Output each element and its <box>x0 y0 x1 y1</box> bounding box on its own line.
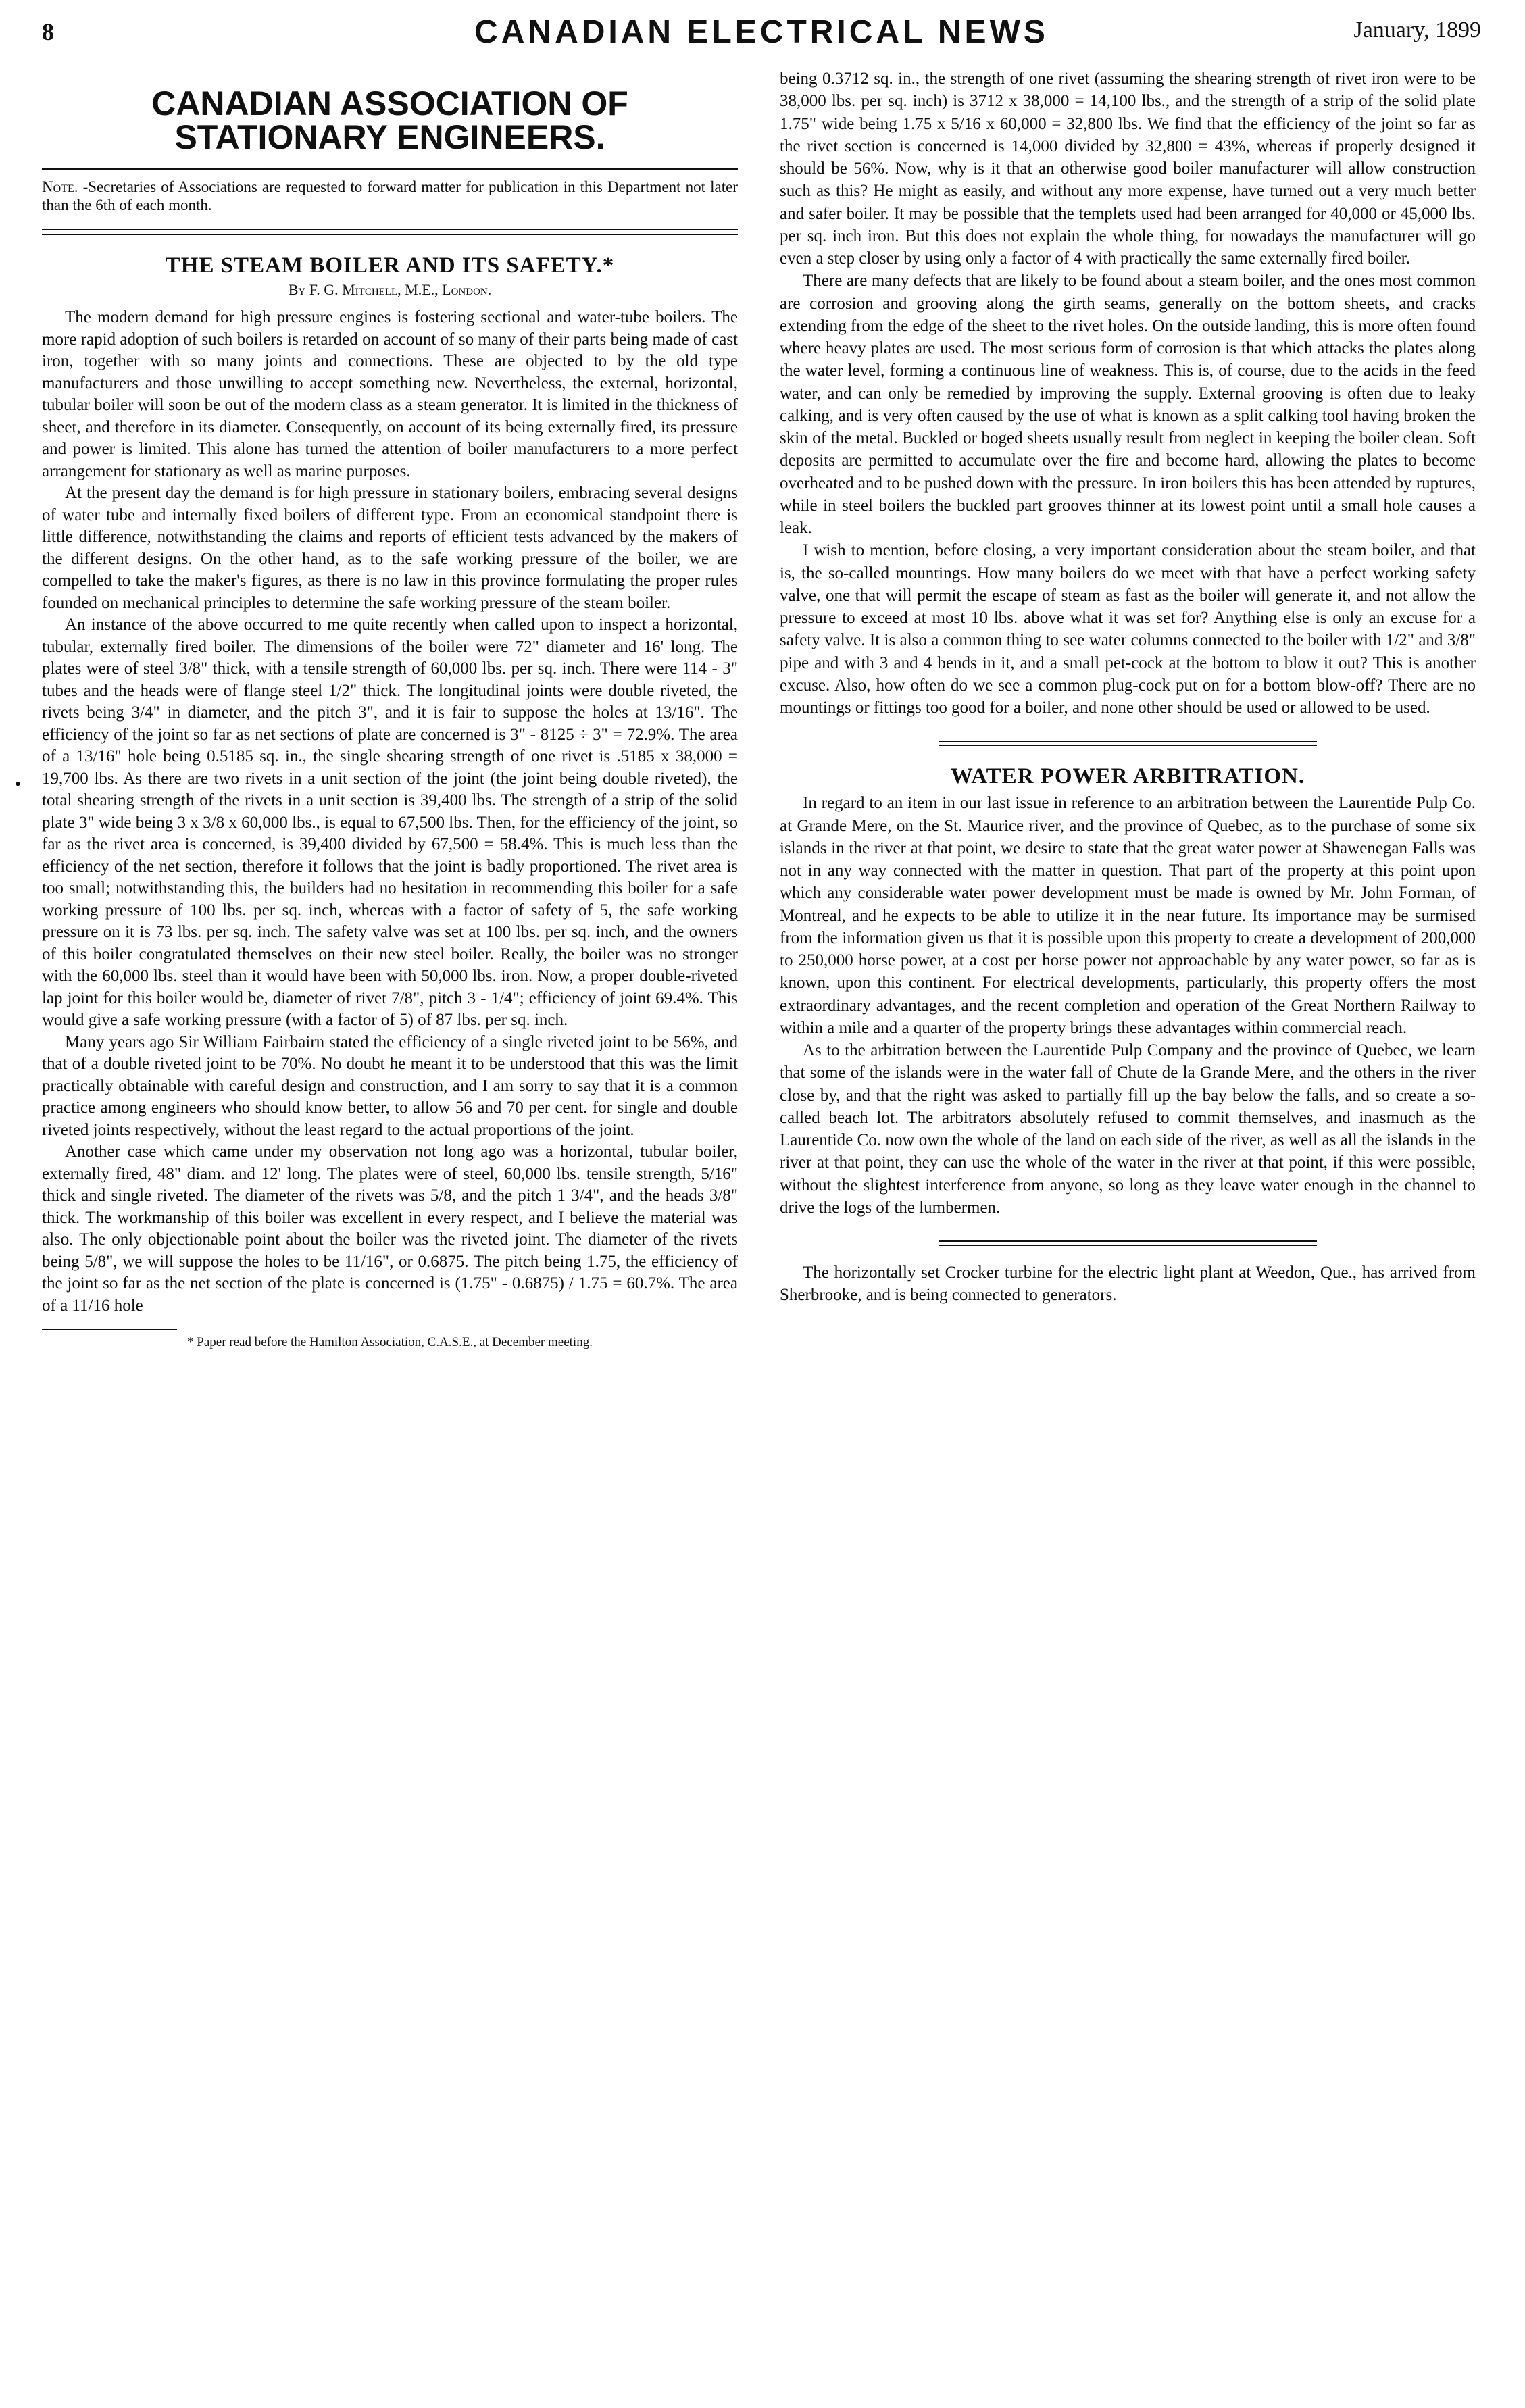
article-paragraph: Another case which came under my observation not long ago was a horizontal, tubular boiler, externally fired, 48" diam. and 12' long. The plates were of steel, 60,000 lbs. tensile strength, 5/16" thick and single riveted. The diameter of the rivets was 5/8, and the pitch 1 3/4", and the heads 3/8" thick. The workmanship of this boiler was excellent in every respect, and I believe the material was also. The only objectionable point about the boiler was the riveted joint. The diameter of the rivets being 5/8", we will suppose the holes to be 11/16", or 0.6875. The pitch being 1.75, the efficiency of the joint so far as the net section of the plate is concerned is (1.75" - 0.6875) / 1.75 = 60.7%. The area of a 11/16 hole <box>42 1143 738 1315</box>
article-title: THE STEAM BOILER AND ITS SAFETY.* <box>165 253 615 278</box>
article-paragraph: being 0.3712 sq. in., the strength of one rivet (assuming the shearing strength of rivet iron were to be 38,000 lbs. per sq. inch) is 3712 x 38,000 = 14,100 lbs., and the strength of a strip of the solid plate 1.75" wide being 1.75 x 5/16 x 60,000 = 32,800 lbs. We find that the efficiency of the joint so far as the rivet section is concerned is 14,000 divided by 32,800 = 43%, whereas if properly designed it should be 56%. Now, why is it that an otherwise good boiler manufacturer will allow construction such as this? He might as easily, and without any more expense, have turned out a very much better and safer boiler. It may be possible that the templets used had been arranged for 40,000 or 45,000 lbs. per sq. inch iron. But this does not explain the whole thing, for nowadays the manufacturer will go even a step closer by using only a factor of 4 with practically the same externally fired boiler. <box>780 70 1476 268</box>
article-paragraph: An instance of the above occurred to me quite recently when called upon to inspect a horizontal, tubular, externally fired boiler. The dimensions of the boiler were 72" diameter and 16' long. The plates were of steel 3/8" thick, with a tensile strength of 60,000 lbs. per sq. inch. There were 114 - 3" tubes and the heads were of flange steel 1/2" thick. The longitudinal joints were double riveted, the rivets being 3/4" in diameter, and the pitch 3", and it is fair to suppose the holes at 13/16". The efficiency of the joint so far as net sections of plate are concerned is 3" - 8125 ÷ 3" = 72.9%. The area of a 13/16" hole being 0.5185 sq. in., the single shearing strength of one rivet is .5185 x 38,000 = 19,700 lbs. As there are two rivets in a unit section of the joint (the joint being double riveted), the total shearing strength of the rivets in a unit section is 39,400 lbs. The strength of a strip of the solid plate 3" wide being 3 x 3/8 x 60,000 lbs., is equal to 67,500 lbs. Then, for the efficiency of the joint, so far as the rivet area is concerned, is 39,400 divided by 67,500 = 58.4%. This is much less than the efficiency of the net section, therefore it follows that the joint is badly proportioned. The rivet area is too small; notwithstanding this, the builders had no hesitation in recommending this boiler for a safe working pressure of 100 lbs. per sq. inch, whereas with a factor of safety of 5, the safe working pressure on it is 73 lbs. per sq. inch. The safety valve was set at 100 lbs. per sq. inch, and the owners of this boiler congratulated themselves on their new steel boiler. Really, the boiler was no stronger with the 60,000 lbs. steel than it would have been with 50,000 lbs. iron. Now, a proper double-riveted lap joint for this boiler would be, diameter of rivet 7/8", pitch 3 - 1/4"; efficiency of joint 69.4%. This would give a safe working pressure (with a factor of 5) of 87 lbs. per sq. inch. <box>42 616 738 1030</box>
article-paragraph: As to the arbitration between the Laurentide Pulp Company and the province of Quebec, we learn that some of the islands were in the water fall of Chute de la Grande Mere, and the others in the river close by, and that the right was asked to partially fill up the bay below the falls, and so create a so-called beach lot. The arbitrators absolutely refused to commit themselves, and inasmuch as the Laurentide Co. now own the whole of the land on each side of the river, as well as all the islands in the river at that point, they can use the whole of the water in the river at that point, if this were possible, without the slightest interference from anyone, so long as they leave water enough in the channel to drive the logs of the lumbermen. <box>780 1041 1476 1217</box>
article-paragraph: At the present day the demand is for high pressure in stationary boilers, embracing several designs of water tube and internally fixed boilers of different type. From an economical standpoint there is little difference, notwithstanding the claims and reports of efficient tests advanced by the makers of the different designs. On the other hand, as to the safe working pressure of the boiler, we are compelled to take the maker's figures, as there is no law in this province formulating the proper rules founded on mechanical principles to determine the safe working pressure of the steam boiler. <box>42 484 738 612</box>
article-title: WATER POWER ARBITRATION. <box>950 764 1305 789</box>
double-rule <box>939 741 1317 747</box>
note-lead: Note. <box>42 178 78 195</box>
news-brief: The horizontally set Crocker turbine for the electric light plant at Weedon, Que., has arrived from Sherbrooke, and is being connected to generators. <box>780 1263 1476 1305</box>
article-paragraph: I wish to mention, before closing, a very important consideration about the steam boiler, and that is, the so-called mountings. How many boilers do we meet with that have a perfect working safety valve, one that will permit the escape of steam as fast as the boiler will generate it, and not allow the pressure to exceed at most 10 lbs. above what it was set for? Anything else is only an excuse for a safety valve. It is also a common thing to see water columns connected to the boiler with 1/2" and 3/8" pipe and with 3 and 4 bends in it, and a small pet-cock at the bottom to blow it out? This is another excuse. Also, how often do we see a common plug-cock put on for a bottom blow-off? There are no mountings or fittings too good for a boiler, and none other should be used or allowed to be used. <box>780 541 1476 717</box>
page-header <box>42 14 1481 61</box>
double-rule <box>42 229 738 236</box>
footnote-rule <box>42 1329 177 1330</box>
note-text: -Secretaries of Associations are requested to forward matter for publication in this Department not later than the 6th of each month. <box>42 178 738 214</box>
issue-date: January, 1899 <box>1353 18 1481 43</box>
footnote: * Paper read before the Hamilton Association, C.A.S.E., at December meeting. <box>187 1335 593 1350</box>
margin-mark: • <box>15 774 22 794</box>
left-column <box>42 68 738 1350</box>
double-rule <box>939 1240 1317 1247</box>
right-column <box>780 68 1476 1307</box>
section-note <box>42 168 738 214</box>
article-paragraph: The modern demand for high pressure engines is fostering sectional and water-tube boilers. The more rapid adoption of such boilers is retarded on account of so many of their parts being made of cast iron, together with so many joints and connections. These are objected to by the old type manufacturers and those unwilling to accept something new. Nevertheless, the external, horizontal, tubular boiler will soon be out of the modern class as a steam generator. It is limited in the thickness of sheet, and therefore in its diameter. Consequently, on account of its being externally fired, its pressure and power is limited. This alone has turned the attention of boiler manufacturers to a more perfect arrangement for stationary as well as marine purposes. <box>42 308 738 480</box>
page-number: 8 <box>42 18 54 45</box>
article-paragraph: In regard to an item in our last issue in reference to an arbitration between the Laurentide Pulp Co. at Grande Mere, on the St. Maurice river, and the province of Quebec, as to the purchase of some six islands in the river at that point, we desire to state that the great water power at Shawenegan Falls was not in any way connected with the matter in question. That part of the property at this point upon which any considerable water power development must be made is owned by Mr. John Forman, of Montreal, and he expects to be able to utilize it in the near future. Its importance may be surmised from the information given us that it is possible upon this property to create a development of 200,000 to 250,000 horse power, at a cost per horse power not approachable by any water power, so far as is known, upon this continent. For electrical developments, particularly, this property offers the most extraordinary advantages, and the recent completion and operation of the Great Northern Railway to within a mile and a quarter of the property brings these advantages within commercial reach. <box>780 794 1476 1037</box>
article-paragraph: Many years ago Sir William Fairbairn stated the efficiency of a single riveted joint to be 56%, and that of a double riveted joint to be 70%. No doubt he meant it to be understood that this was the limit practically obtainable with careful design and construction, and I am sorry to say that it is a common practice among engineers who should know better, to allow 56 and 70 per cent. for single and double riveted joints respectively, without the least regard to the actual proportions of the joint. <box>42 1032 738 1139</box>
section-title: CANADIAN ASSOCIATION OF STATIONARY ENGINEERS. <box>151 84 628 156</box>
article-paragraph: There are many defects that are likely to be found about a steam boiler, and the ones most common are corrosion and grooving along the girth seams, generally on the bottom sheets, and cracks extending from the edge of the sheet to the rivet holes. On the outside landing, this is more often found where heavy plates are used. The most serious form of corrosion is that which attacks the plates along the water level, forming a continuous line of weakness. This is, of course, due to the acids in the feed water, and can only be remedied by improving the supply. External grooving is often due to leaky calking, and is very often caused by the use of what is known as a split calking tool having broken the skin of the metal. Buckled or boged sheets usually result from neglect in keeping the boiler clean. Soft deposits are permitted to accumulate over the fire and become hard, allowing the plates to become overheated and to be pushed down with the pressure. In iron boilers this has been attended by ruptures, while in steel boilers the buckled part grooves thinner at its lowest point until a small hole causes a leak. <box>780 272 1476 537</box>
article-byline: By F. G. Mitchell, M.E., London. <box>288 281 492 299</box>
journal-title: CANADIAN ELECTRICAL NEWS <box>474 14 1049 50</box>
